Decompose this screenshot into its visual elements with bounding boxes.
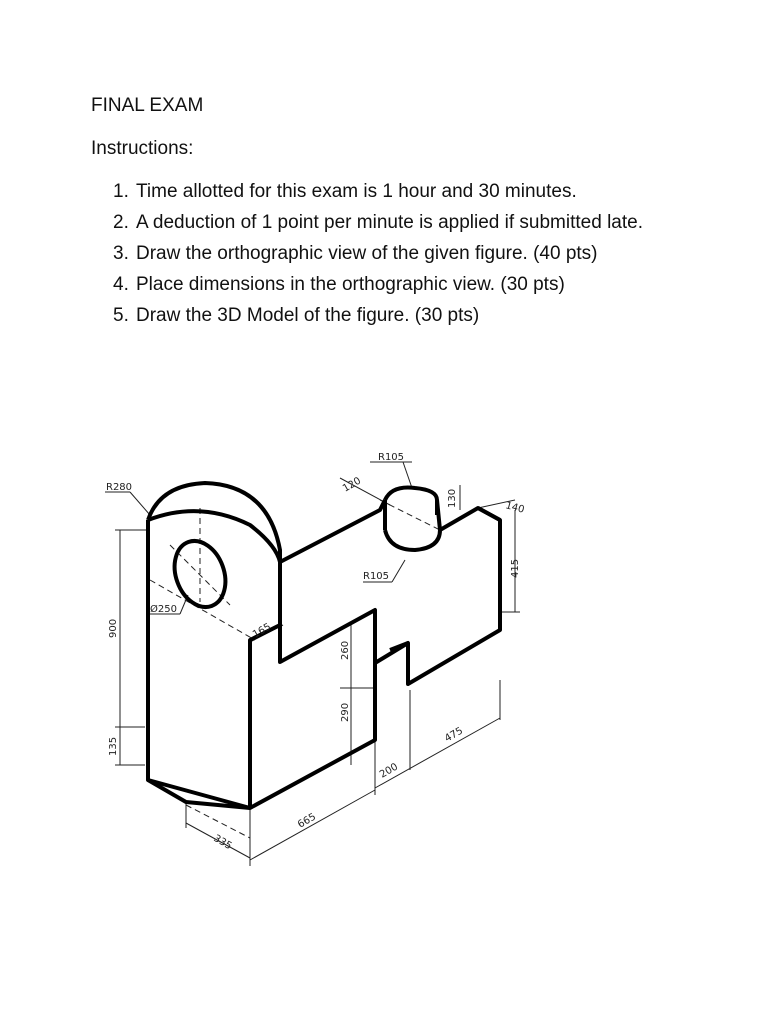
dim-140: 140 <box>504 500 526 516</box>
instruction-number: 5. <box>113 305 129 326</box>
instruction-text: A deduction of 1 point per minute is applied if submitted late. <box>136 212 643 233</box>
dim-665: 665 <box>296 811 319 831</box>
instructions-heading: Instructions: <box>91 138 194 159</box>
instruction-number: 3. <box>113 243 129 264</box>
dim-d250: Ø250 <box>150 604 177 615</box>
dim-130: 130 <box>447 488 458 508</box>
dimension-lines <box>105 462 520 866</box>
dim-290: 290 <box>340 702 351 722</box>
instruction-text: Draw the 3D Model of the figure. (30 pts) <box>136 305 480 326</box>
hidden-lines <box>150 500 440 838</box>
dim-r105-top: R105 <box>378 452 405 463</box>
dim-475: 475 <box>443 725 466 745</box>
dim-900: 900 <box>108 618 119 638</box>
part-outline <box>148 483 500 808</box>
instruction-number: 4. <box>113 274 129 295</box>
exam-title: FINAL EXAM <box>91 95 204 116</box>
dim-165: 165 <box>251 621 274 641</box>
instruction-number: 2. <box>113 212 129 233</box>
dim-r280: R280 <box>106 482 133 493</box>
dim-135: 135 <box>108 736 119 756</box>
instruction-text: Draw the orthographic view of the given figure. (40 pts) <box>136 243 598 264</box>
instruction-text: Time allotted for this exam is 1 hour and 30 minutes. <box>136 181 577 202</box>
dim-415: 415 <box>510 558 521 578</box>
instruction-number: 1. <box>113 181 129 202</box>
dim-200: 200 <box>378 761 401 781</box>
dim-260: 260 <box>340 640 351 660</box>
dim-335: 335 <box>211 833 234 853</box>
dim-120: 120 <box>341 475 364 495</box>
dim-r105-mid: R105 <box>363 571 390 582</box>
instruction-text: Place dimensions in the orthographic view. (30 pts) <box>136 274 565 295</box>
